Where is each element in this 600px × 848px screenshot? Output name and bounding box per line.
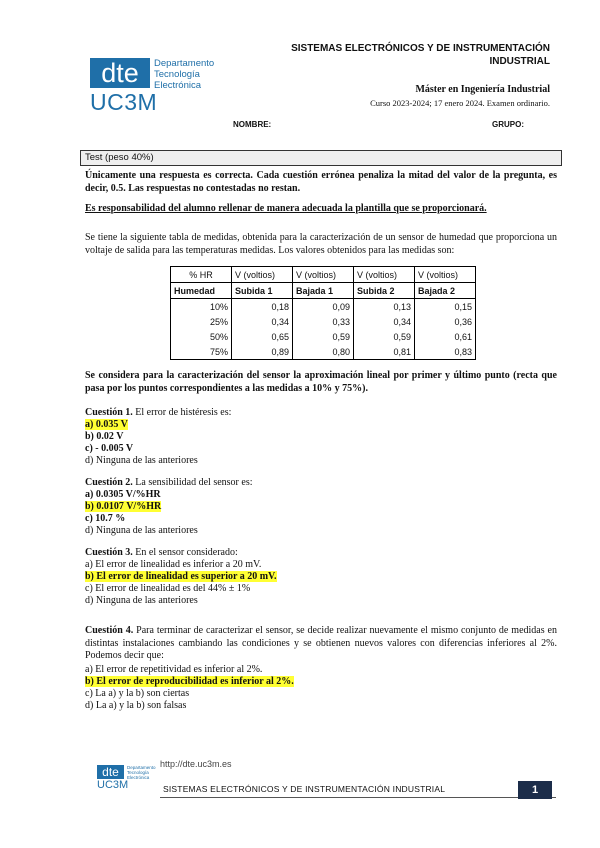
table-row bbox=[171, 314, 476, 329]
dte-logo: dte bbox=[90, 58, 150, 88]
question-1-option-a bbox=[85, 419, 128, 431]
table-cell: 0,83 bbox=[415, 344, 476, 360]
table-cell: 0,15 bbox=[415, 299, 476, 315]
table-header-cell: Bajada 2 bbox=[415, 283, 476, 299]
logo-university: UC3M bbox=[90, 89, 158, 115]
exam-date: Curso 2023-2024; 17 enero 2024. Examen ordinario. bbox=[370, 98, 550, 108]
question-3-option-d: d) Ninguna de las anteriores bbox=[85, 595, 198, 606]
table-header-cell: V (voltios) bbox=[293, 267, 354, 283]
table-cell: 0,81 bbox=[354, 344, 415, 360]
question-3-option-b bbox=[85, 571, 277, 583]
logo-dept-line: Tecnología bbox=[127, 770, 149, 775]
logo-dept-line: Departamento bbox=[127, 765, 156, 770]
table-row bbox=[171, 299, 476, 315]
course-title: SISTEMAS ELECTRÓNICOS Y DE INSTRUMENTACIÓN INDUSTRIAL bbox=[291, 43, 550, 67]
table-header-cell: V (voltios) bbox=[232, 267, 293, 283]
footer-course-title: SISTEMAS ELECTRÓNICOS Y DE INSTRUMENTACIÓN INDUSTRIAL bbox=[163, 784, 446, 794]
question-4-option-d: d) La a) y la b) son falsas bbox=[85, 700, 187, 711]
footer-logo-department bbox=[127, 765, 156, 780]
question-number: Cuestión 4. bbox=[85, 625, 134, 636]
test-section-bar: Test (peso 40%) bbox=[80, 150, 562, 166]
instructions: Únicamente una respuesta es correcta. Cada cuestión errónea penaliza la mitad del valor de la pregunta, es decir, 0.5. Las respuestas no contestadas no restan. bbox=[85, 170, 557, 194]
table-cell: 0,34 bbox=[232, 314, 293, 329]
logo-department-text bbox=[154, 58, 214, 91]
grupo-label: GRUPO: bbox=[492, 120, 524, 129]
table-intro: Se tiene la siguiente tabla de medidas, obtenida para la caracterización de un sensor de humedad que proporciona un voltaje de salida para las temperaturas medidas. Los valores obtenidos para las medidas son: bbox=[85, 232, 557, 256]
question-text: Para terminar de caracterizar el sensor, se decide realizar nuevamente el mismo conjunto de medidas en distintas instalaciones cambiando las condiciones y se obtienen nuevos valores con diferencias inferiores al 2%. Podemos decir que: bbox=[85, 625, 557, 661]
table-cell: 0,34 bbox=[354, 314, 415, 329]
table-cell: 75% bbox=[171, 344, 232, 360]
table-cell: 0,61 bbox=[415, 329, 476, 344]
master-title: Máster en Ingeniería Industrial bbox=[415, 84, 550, 95]
table-cell: 0,59 bbox=[293, 329, 354, 344]
table-header-cell: % HR bbox=[171, 267, 232, 283]
question-4-title bbox=[85, 625, 557, 663]
question-number: Cuestión 3. bbox=[85, 547, 133, 558]
question-1-option-c: c) - 0.005 V bbox=[85, 443, 134, 454]
logo-dept-line: Electrónica bbox=[127, 775, 150, 780]
option-text: b) 0.0107 V/%HR bbox=[85, 501, 162, 512]
table-header-cell: Humedad bbox=[171, 283, 232, 299]
question-4-option-b bbox=[85, 676, 294, 688]
question-1-title bbox=[85, 407, 231, 419]
table-cell: 0,65 bbox=[232, 329, 293, 344]
option-text: b) El error de reproducibilidad es inferior al 2%. bbox=[85, 676, 294, 687]
measurement-table bbox=[170, 266, 476, 360]
nombre-label: NOMBRE: bbox=[233, 120, 272, 129]
page-number: 1 bbox=[518, 781, 552, 799]
question-number: Cuestión 1. bbox=[85, 407, 133, 418]
responsibility-note: Es responsabilidad del alumno rellenar de manera adecuada la plantilla que se proporcionará. bbox=[85, 203, 487, 214]
question-text: El error de histéresis es: bbox=[132, 407, 232, 418]
table-cell: 0,13 bbox=[354, 299, 415, 315]
table-header-cell: V (voltios) bbox=[354, 267, 415, 283]
footer-dte-logo: dte bbox=[97, 765, 124, 779]
footer-url[interactable]: http://dte.uc3m.es bbox=[160, 759, 232, 769]
table-header-cell: V (voltios) bbox=[415, 267, 476, 283]
question-2-title bbox=[85, 477, 253, 489]
question-number: Cuestión 2. bbox=[85, 477, 133, 488]
table-cell: 0,89 bbox=[232, 344, 293, 360]
table-header-cell: Subida 2 bbox=[354, 283, 415, 299]
question-text: La sensibilidad del sensor es: bbox=[132, 477, 253, 488]
question-2-option-c: c) 10.7 % bbox=[85, 513, 126, 524]
table-cell: 0,33 bbox=[293, 314, 354, 329]
table-row bbox=[171, 344, 476, 360]
table-cell: 25% bbox=[171, 314, 232, 329]
table-cell: 0,80 bbox=[293, 344, 354, 360]
option-text: a) 0.035 V bbox=[85, 419, 128, 430]
question-3-option-a: a) El error de linealidad es inferior a 20 mV. bbox=[85, 559, 262, 570]
question-2-option-b bbox=[85, 501, 161, 513]
logo-dept-line: Departamento bbox=[154, 58, 215, 69]
table-cell: 0,18 bbox=[232, 299, 293, 315]
logo-dept-line: Electrónica bbox=[154, 80, 201, 91]
logo-dept-line: Tecnología bbox=[154, 69, 200, 80]
footer-logo-university: UC3M bbox=[97, 779, 129, 791]
question-1-option-d: d) Ninguna de las anteriores bbox=[85, 455, 198, 466]
table-cell: 0,36 bbox=[415, 314, 476, 329]
footer-divider bbox=[160, 797, 556, 798]
approximation-note: Se considera para la caracterización del sensor la aproximación lineal por primer y último punto (recta que pasa por los puntos correspondientes a las medidas a 10% y 75%). bbox=[85, 370, 557, 394]
option-text: b) El error de linealidad es superior a 20 mV. bbox=[85, 571, 277, 582]
question-4-option-c: c) La a) y la b) son ciertas bbox=[85, 688, 190, 699]
question-4-option-a: a) El error de repetitividad es inferior al 2%. bbox=[85, 664, 263, 675]
question-2-option-a: a) 0.0305 V/%HR bbox=[85, 489, 161, 500]
table-cell: 0,09 bbox=[293, 299, 354, 315]
table-cell: 0,59 bbox=[354, 329, 415, 344]
table-header-cell: Subida 1 bbox=[232, 283, 293, 299]
question-text: En el sensor considerado: bbox=[132, 547, 238, 558]
question-2-option-d: d) Ninguna de las anteriores bbox=[85, 525, 198, 536]
table-subheader-row bbox=[171, 283, 476, 299]
question-3-option-c: c) El error de linealidad es del 44% ± 1% bbox=[85, 583, 251, 594]
table-header-row bbox=[171, 267, 476, 283]
question-3-title bbox=[85, 547, 238, 559]
table-cell: 50% bbox=[171, 329, 232, 344]
table-row bbox=[171, 329, 476, 344]
table-header-cell: Bajada 1 bbox=[293, 283, 354, 299]
question-1-option-b: b) 0.02 V bbox=[85, 431, 124, 442]
table-cell: 10% bbox=[171, 299, 232, 315]
